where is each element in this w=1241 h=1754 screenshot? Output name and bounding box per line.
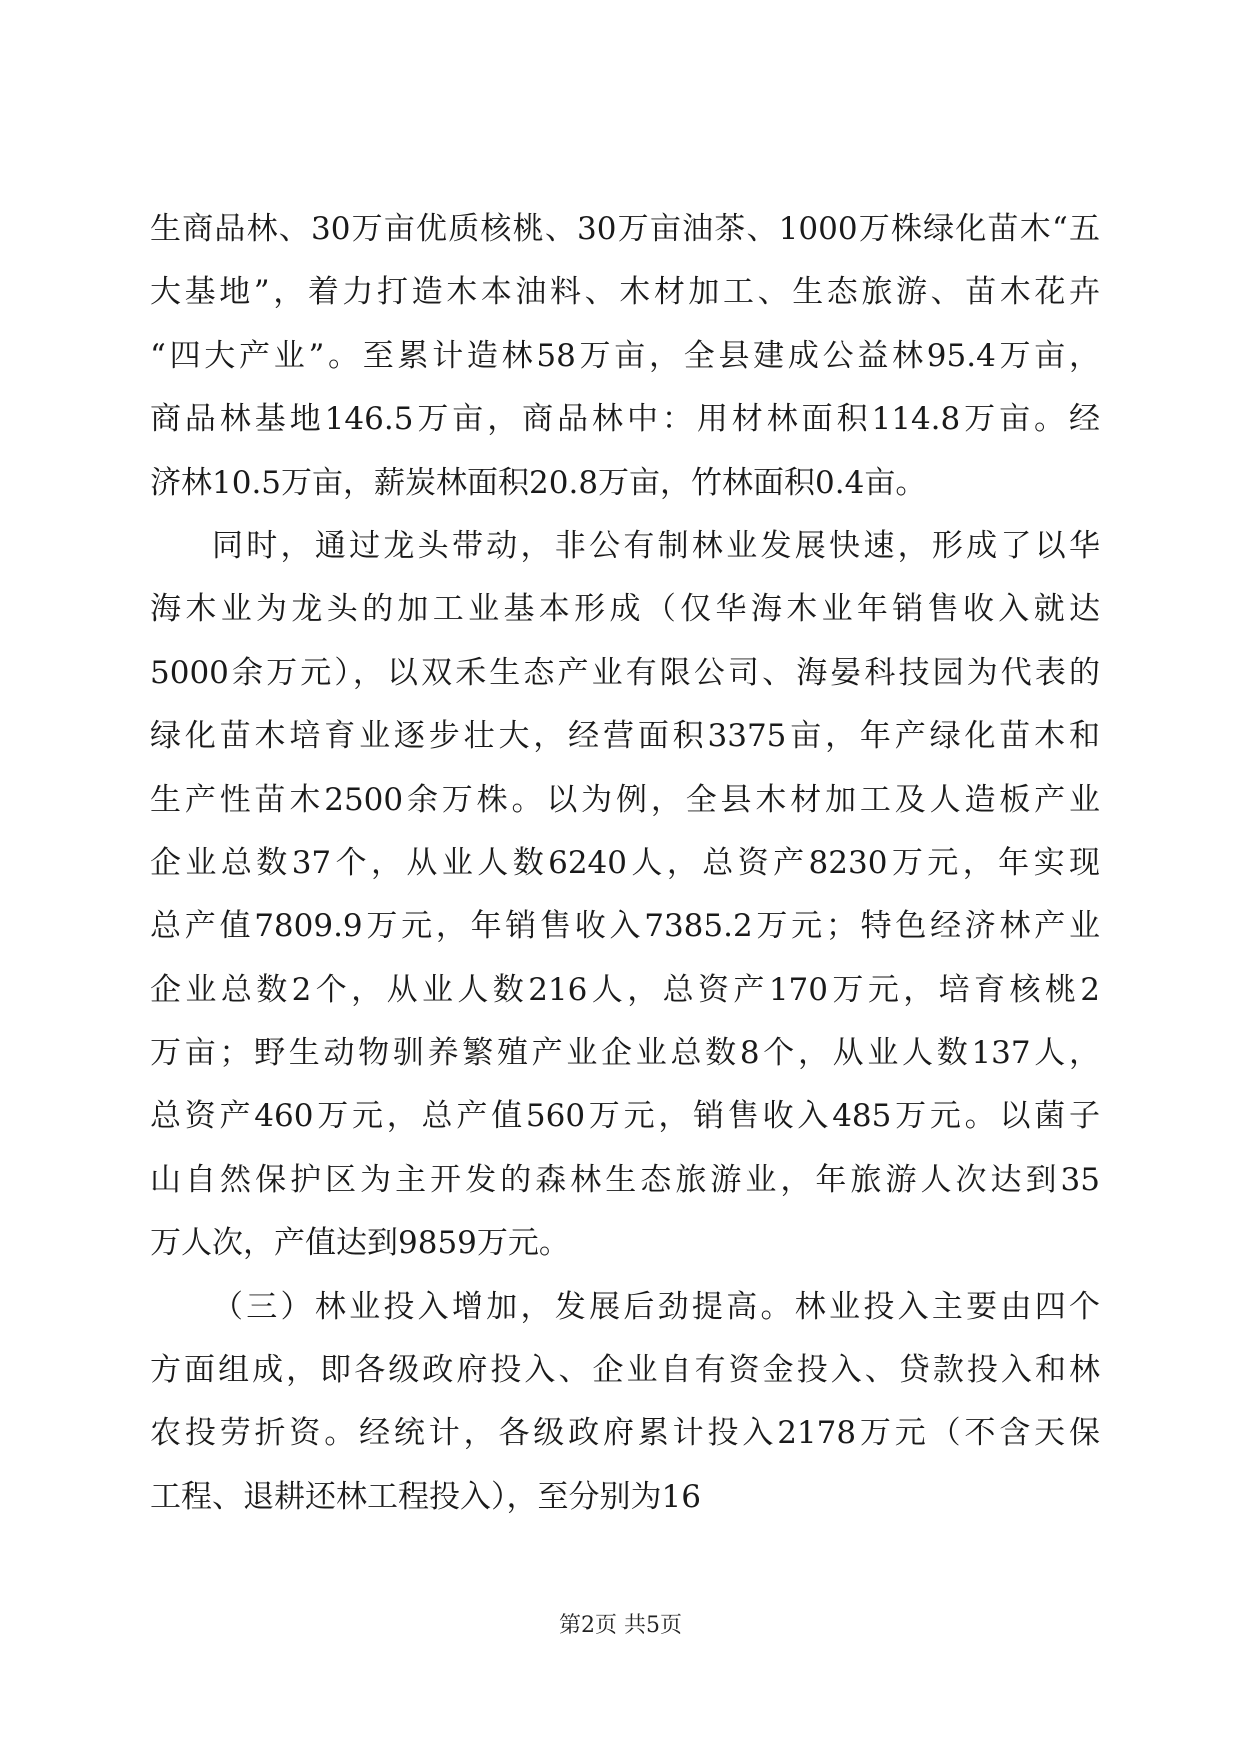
text-line-3: “四大产业”。至累计造林58万亩，全县建成公益林95.4万亩， — [150, 337, 1100, 374]
text-line-9: 绿化苗木培育业逐步壮大，经营面积3375亩，年产绿化苗木和 — [150, 718, 1100, 755]
text-line-6: 同时，通过龙头带动，非公有制林业发展快速，形成了以华 — [212, 527, 1100, 564]
text-line-13: 企业总数2个，从业人数216人，总资产170万元，培育核桃2 — [150, 971, 1100, 1008]
text-line-16: 山自然保护区为主开发的森林生态旅游业，年旅游人次达到35 — [150, 1161, 1100, 1198]
text-line-17: 万人次，产值达到9859万元。 — [150, 1225, 570, 1262]
text-line-4: 商品林基地146.5万亩，商品林中：用材林面积114.8万亩。经 — [150, 401, 1100, 438]
body-text — [150, 198, 1100, 1529]
page-number-footer: 第2页 共5页 — [559, 1613, 682, 1638]
text-line-12: 总产值7809.9万元，年销售收入7385.2万元；特色经济林产业 — [150, 908, 1100, 945]
text-line-20: 农投劳折资。经统计，各级政府累计投入2178万元（不含天保 — [150, 1415, 1100, 1452]
text-line-5: 济林10.5万亩，薪炭林面积20.8万亩，竹林面积0.4亩。 — [150, 464, 927, 501]
text-line-15: 总资产460万元，总产值560万元，销售收入485万元。以菌子 — [150, 1098, 1100, 1135]
text-line-19: 方面组成，即各级政府投入、企业自有资金投入、贷款投入和林 — [150, 1352, 1100, 1389]
text-line-2: 大基地”，着力打造木本油料、木材加工、生态旅游、苗木花卉 — [150, 274, 1100, 311]
text-line-1: 生商品林、30万亩优质核桃、30万亩油茶、1000万株绿化苗木“五 — [150, 211, 1100, 247]
text-line-8: 5000余万元），以双禾生态产业有限公司、海晏科技园为代表的 — [150, 654, 1100, 691]
text-line-21: 工程、退耕还林工程投入），至分别为16 — [150, 1478, 701, 1515]
text-line-14: 万亩；野生动物驯养繁殖产业企业总数8个，从业人数137人， — [150, 1035, 1100, 1072]
text-line-10: 生产性苗木2500余万株。以为例，全县木材加工及人造板产业 — [150, 781, 1100, 818]
text-line-11: 企业总数37个，从业人数6240人，总资产8230万元，年实现 — [150, 844, 1100, 881]
text-line-18: （三）林业投入增加，发展后劲提高。林业投入主要由四个 — [212, 1288, 1100, 1325]
text-line-7: 海木业为龙头的加工业基本形成（仅华海木业年销售收入就达 — [150, 591, 1100, 628]
